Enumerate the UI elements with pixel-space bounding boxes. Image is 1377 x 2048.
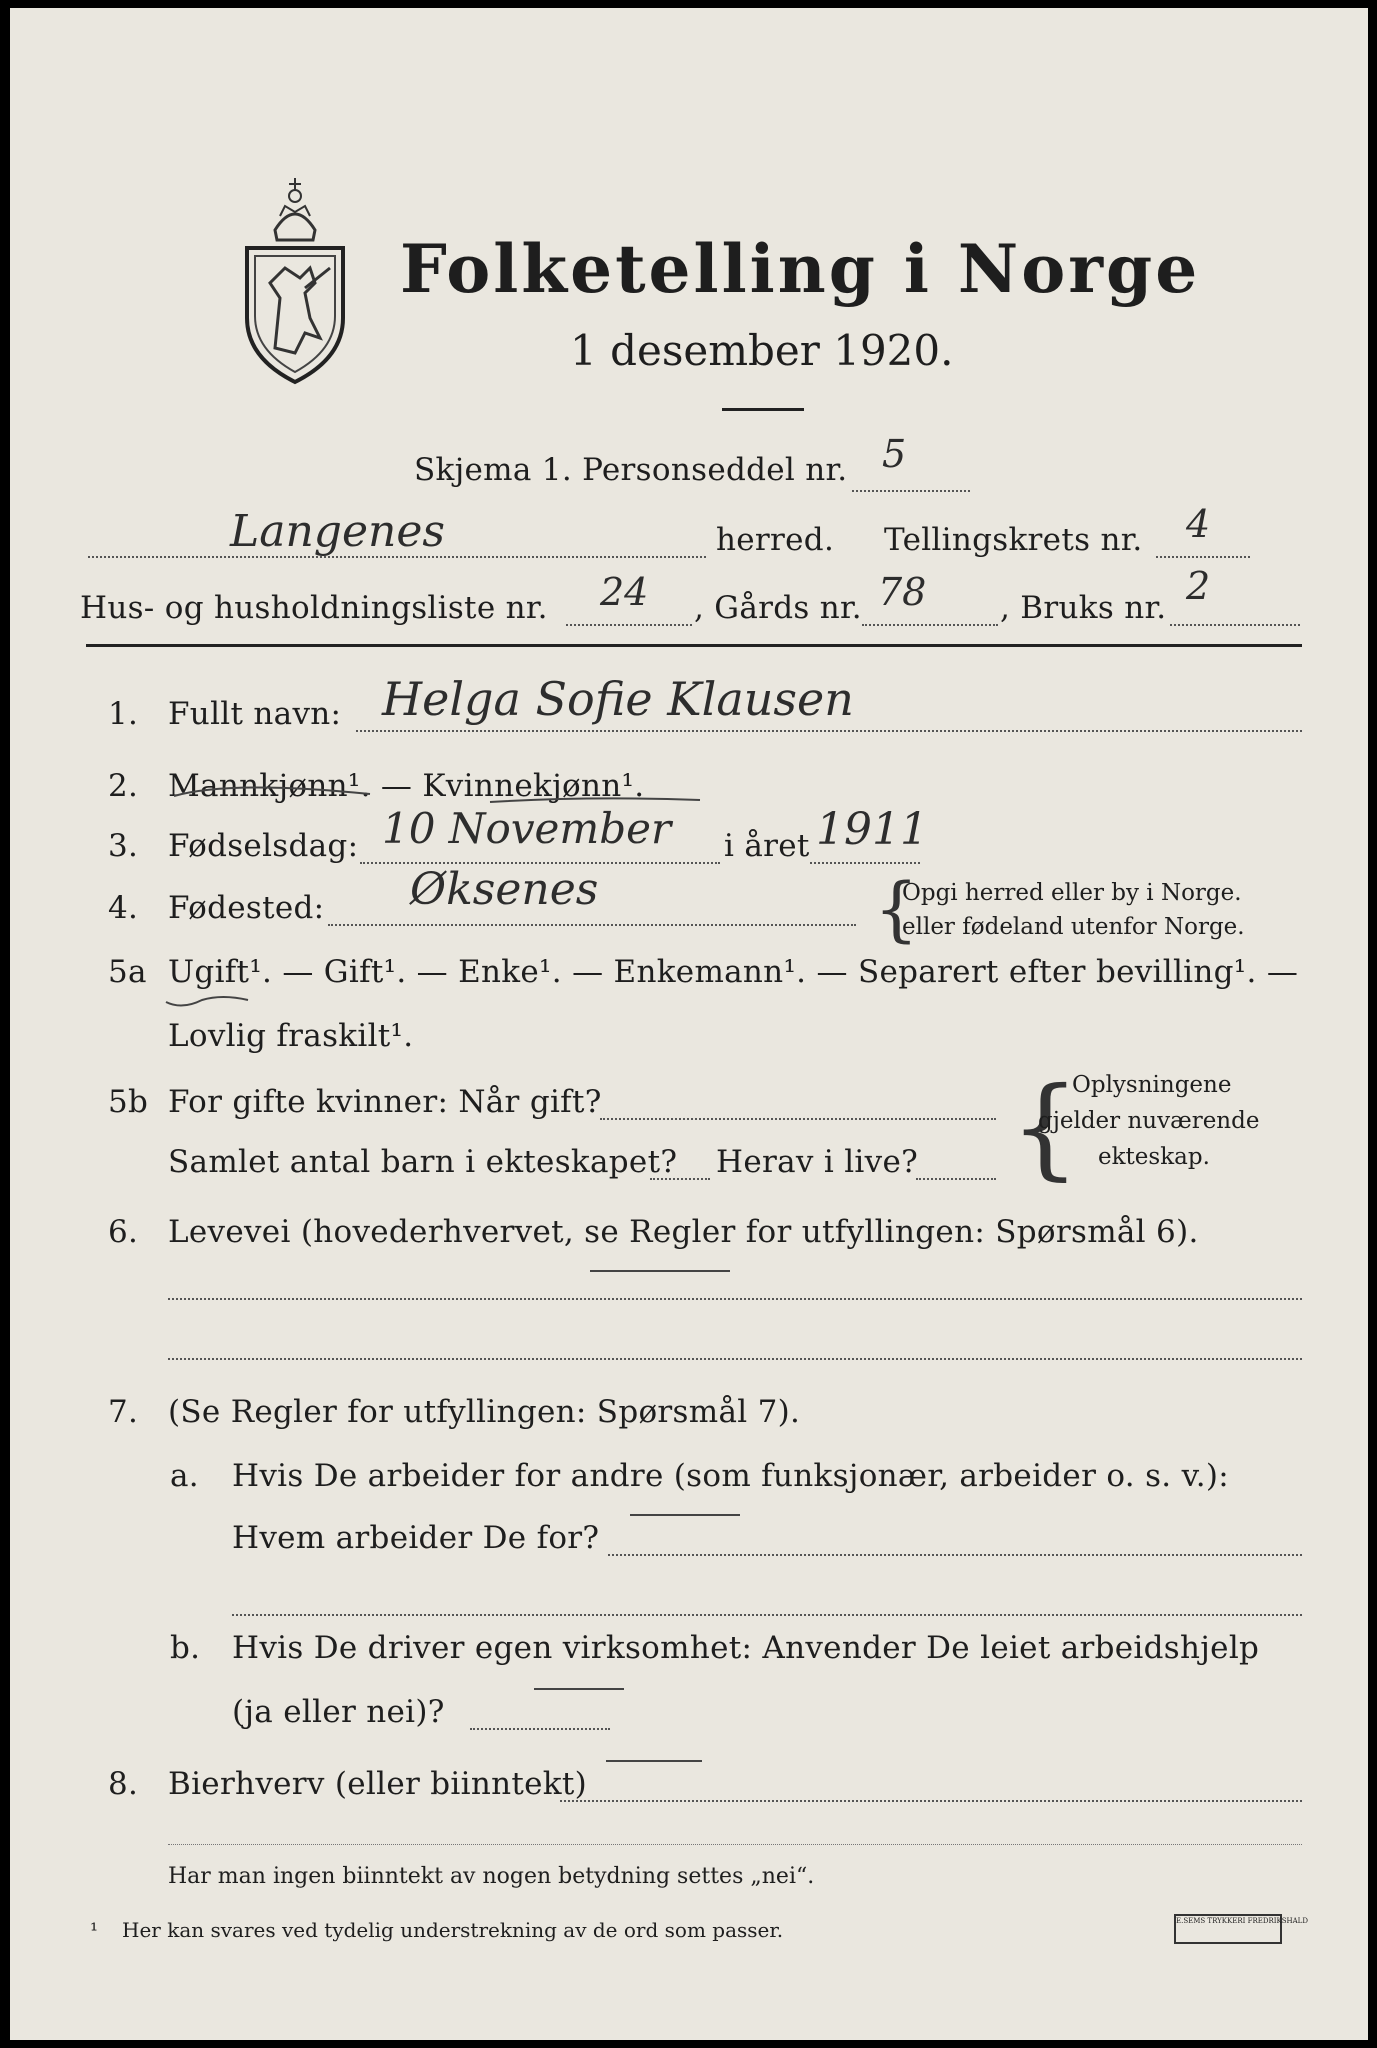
q7a-employer-line[interactable] [608, 1554, 1302, 1556]
q6-line1[interactable] [168, 1298, 1302, 1300]
q5b-children-line [650, 1178, 710, 1180]
census-form [10, 8, 1368, 2040]
hus-label: Hus- og husholdningsliste nr. [80, 590, 548, 626]
schema-number-line [852, 490, 970, 492]
tellingskrets-value[interactable]: 4 [1186, 502, 1211, 546]
q3-year-label: i året [724, 828, 810, 864]
q5a-status-options[interactable]: Ugift¹. — Gift¹. — Enke¹. — Enkemann¹. — Separert efter bevilling¹. — [168, 954, 1299, 990]
q8-dash [606, 1760, 702, 1762]
q7a-number: a. [170, 1458, 199, 1494]
q3-birth-year[interactable]: 1911 [816, 804, 928, 855]
q5a-underline-icon [162, 988, 252, 1012]
q7a-employer-label: Hvem arbeider De for? [232, 1520, 600, 1556]
bruks-label: , Bruks nr. [1000, 590, 1167, 626]
q5b-note-line3: ekteskap. [1098, 1144, 1210, 1170]
header-rule [86, 644, 1302, 647]
q8-label: Bierhverv (eller biinntekt) [168, 1766, 588, 1802]
form-title: Folketelling i Norge [400, 230, 1201, 308]
gards-label: , Gårds nr. [694, 590, 862, 626]
q5b-note-line1: Oplysningene [1072, 1072, 1232, 1098]
tellingskrets-line [1156, 556, 1250, 558]
q5b-alive-label: Herav i live? [716, 1144, 919, 1180]
schema-number[interactable]: 5 [882, 432, 907, 476]
herred-label: herred. [716, 522, 835, 558]
q4-note-line1: Opgi herred eller by i Norge. [902, 880, 1242, 906]
footnote-mark: ¹ [90, 1918, 99, 1942]
herred-value[interactable]: Langenes [230, 506, 445, 557]
q7-label: (Se Regler for utfyllingen: Spørsmål 7). [168, 1394, 801, 1430]
q4-birthplace[interactable]: Øksenes [410, 864, 599, 915]
form-date: 1 desember 1920. [570, 326, 954, 375]
q3-year-line [810, 862, 920, 864]
coat-of-arms-icon [235, 168, 355, 388]
q2-gender-options[interactable]: Mannkjønn¹. — Kvinnekjønn¹. [168, 768, 645, 804]
tellingskrets-label: Tellingskrets nr. [884, 522, 1143, 558]
q4-number: 4. [108, 890, 139, 926]
q5a-number: 5a [108, 954, 147, 990]
q7-number: 7. [108, 1394, 139, 1430]
q7b-answer-line[interactable] [470, 1728, 610, 1730]
q1-label: Fullt navn: [168, 696, 342, 732]
hus-line [566, 624, 692, 626]
q7b-question: Hvis De driver egen virksomhet: Anvender De leiet arbeidshjelp [232, 1630, 1260, 1666]
q6-line2[interactable] [168, 1358, 1302, 1360]
q6-dash [590, 1270, 730, 1272]
q3-number: 3. [108, 828, 139, 864]
q4-note-line2: eller fødeland utenfor Norge. [902, 914, 1245, 940]
q1-line [356, 730, 1302, 732]
q5b-married-label: For gifte kvinner: Når gift? [168, 1084, 602, 1120]
printer-stamp: E.SEMS TRYKKERI FREDRIKSHALD [1174, 1914, 1282, 1944]
q5b-number: 5b [108, 1084, 149, 1120]
q5b-brace: { [1010, 1063, 1080, 1191]
schema-label: Skjema 1. Personseddel nr. [414, 452, 848, 488]
q2-number: 2. [108, 768, 139, 804]
q4-label: Fødested: [168, 890, 325, 926]
q8-line[interactable] [560, 1800, 1302, 1802]
gards-line [862, 624, 998, 626]
q6-number: 6. [108, 1214, 139, 1250]
q5b-married-line [600, 1118, 996, 1120]
q1-number: 1. [108, 696, 139, 732]
q4-brace: { [874, 868, 919, 950]
q8-number: 8. [108, 1766, 139, 1802]
q7a-employer-line2[interactable] [232, 1614, 1302, 1616]
q7b-number: b. [170, 1630, 201, 1666]
footer-separator [168, 1844, 1302, 1845]
title-divider [722, 408, 804, 411]
gards-value[interactable]: 78 [878, 570, 927, 614]
bruks-line [1170, 624, 1300, 626]
hus-value[interactable]: 24 [600, 570, 649, 614]
q3-label: Fødselsdag: [168, 828, 359, 864]
q5b-children-label: Samlet antal barn i ekteskapet? [168, 1144, 678, 1180]
q6-label: Levevei (hovederhvervet, se Regler for utfyllingen: Spørsmål 6). [168, 1214, 1199, 1250]
q7b-dash [534, 1688, 624, 1690]
q4-line [328, 924, 856, 926]
footnote: Her kan svares ved tydelig understrekning av de ord som passer. [122, 1918, 784, 1942]
q3-birth-day[interactable]: 10 November [382, 804, 672, 853]
q7a-dash [630, 1514, 740, 1516]
q7b-answer-label: (ja eller nei)? [232, 1694, 445, 1730]
bruks-value[interactable]: 2 [1186, 564, 1211, 608]
q7a-question: Hvis De arbeider for andre (som funksjonær, arbeider o. s. v.): [232, 1458, 1230, 1494]
q5b-note-line2: gjelder nuværende [1038, 1108, 1260, 1134]
q5b-alive-line [916, 1178, 996, 1180]
footer-note: Har man ingen biinntekt av nogen betydning settes „nei“. [168, 1864, 815, 1889]
q1-full-name[interactable]: Helga Sofie Klausen [382, 672, 854, 726]
q5a-status-line2[interactable]: Lovlig fraskilt¹. [168, 1018, 414, 1054]
